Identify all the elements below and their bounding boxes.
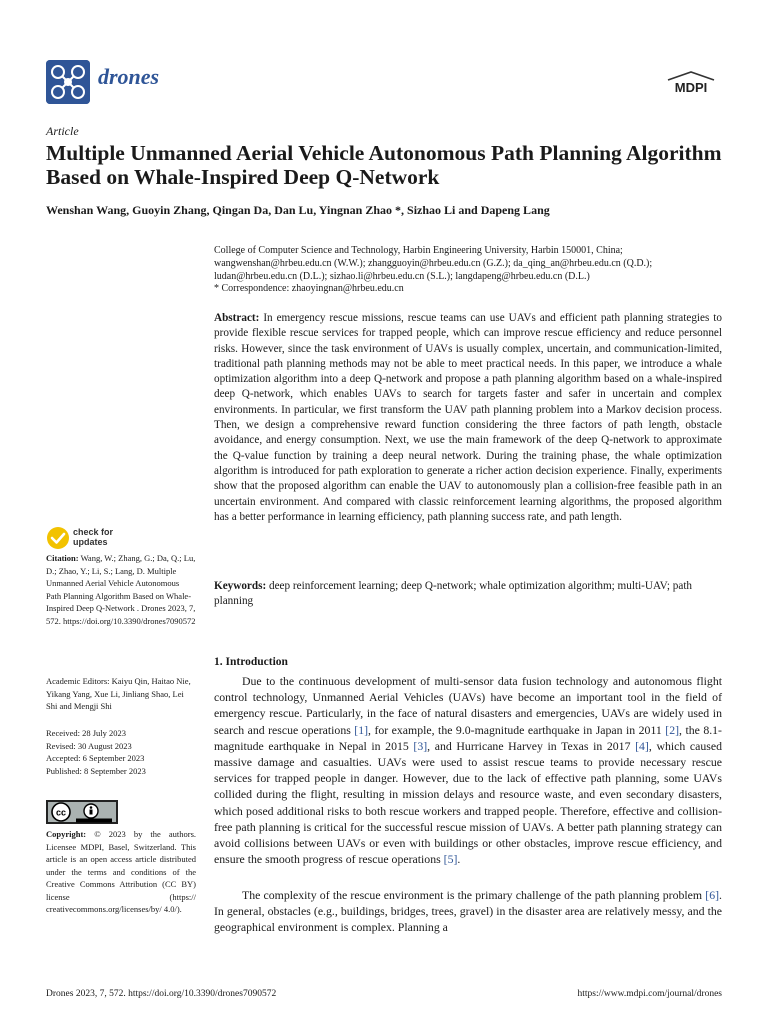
- reference-link[interactable]: [2]: [665, 722, 680, 737]
- text-run: , which caused massive damage and casualties. UAVs were used to assist rescue teams to provide necessary rescue services for trapped people in danger. However, due to the lack of effective path planning, some UAVs collided during the flight, resulting in mission delays and resource waste, and even secondary disasters, which posed additional risks to both rescue workers and trapped people. Therefore, effective and collision-free path planning is critical for the successful rescue mission of UAVs. A better path planning strategy can avoid collisions between UAVs or even with buildings or other obstacles, improve rescue efficiency, and ensure the smooth progress of rescue operations: [214, 738, 722, 867]
- date-accepted: Accepted: 6 September 2023: [46, 753, 145, 763]
- dates: [46, 727, 196, 777]
- copyright-notice: [46, 828, 196, 916]
- text-run: . In general, obstacles (e.g., buildings, bridges, trees, gravel) in the disaster area are relatively messy, and the geographical environment is complex. Planning a: [214, 888, 722, 935]
- check-updates-icon: [46, 526, 70, 550]
- reference-link[interactable]: [3]: [413, 738, 428, 753]
- citation-text: Wang, W.; Zhang, G.; Da, Q.; Lu, D.; Zhao, Y.; Li, S.; Lang, D. Multiple Unmanned Aerial Vehicle Autonomous Path Planning Algorithm Based on Whale-Inspired Deep Q-Network . Drones 2023, 7, 572. https://doi.org/10.3390/drones7090572: [46, 553, 196, 626]
- keywords-label: Keywords:: [214, 580, 267, 592]
- citation-label: Citation:: [46, 553, 79, 563]
- abstract-label: Abstract:: [214, 312, 260, 324]
- text-run: .: [457, 852, 461, 867]
- author-list: Wenshan Wang, Guoyin Zhang, Qingan Da, Dan Lu, Yingnan Zhao *, Sizhao Li and Dapeng Lang: [46, 203, 550, 217]
- correspondence: * Correspondence: zhaoyingnan@hrbeu.edu.cn: [214, 283, 404, 294]
- section-title-introduction: 1. Introduction: [214, 656, 288, 668]
- intro-paragraph-2: [214, 887, 722, 936]
- date-revised: Revised: 30 August 2023: [46, 740, 132, 751]
- journal-name: drones: [98, 64, 160, 89]
- footer-journal-url[interactable]: https://www.mdpi.com/journal/drones: [577, 989, 722, 999]
- abstract-text: In emergency rescue missions, rescue teams can use UAVs and efficient path planning strategies to provide flexible rescue services for trapped people, which can improve rescue efficiency and reduce personnel risks. However, since the task environment of UAVs is usually complex, uncertain, and communication-limited, traditional path planning methods may not be able to meet practical needs. In this paper, we introduce a whale optimization algorithm into a deep Q-network and propose a path planning algorithm based on a whale-inspired deep Q-network, which enables UAVs to search for targets faster and safer in uncertain and complex environments. In particular, we first transform the UAV path planning problem into a Markov decision process. Then, we design a comprehensive reward function considering the three factors of path length, obstacle avoidance, and energy consumption. Next, we use the main framework of the deep Q-network to approximate the Q-value function by training a deep neural network. During the training phase, the whale optimization algorithm is introduced for path exploration to generate a richer action decision experience. Finally, experiments show that the proposed algorithm can enable the UAV to autonomously plan a collision-free feasible path in an uncertain environment. And compared with classic reinforcement learning algorithms, the proposed algorithm has a better performance in learning efficiency, path planning success rate, and path length.: [214, 312, 723, 523]
- article-title: Multiple Unmanned Aerial Vehicle Autonomous Path Planning Algorithm Based on Whale-Inspired Deep Q-Network: [46, 141, 722, 189]
- publisher-logo-icon: [666, 70, 716, 96]
- text-run: Due to the continuous development of multi-sensor data fusion technology and autonomous flight control technology, Unmanned Aerial Vehicles (UAVs) have become an important tool in the field of emergency rescue. Particularly, in the face of natural disasters and emergencies, UAVs are widely used in search and rescue operations: [214, 674, 722, 737]
- publisher-name: MDPI: [674, 80, 708, 95]
- reference-link[interactable]: [6]: [705, 888, 720, 902]
- copyright-text: © 2023 by the authors. Licensee MDPI, Basel, Switzerland. This article is an open access article distributed under the terms and conditions of the Creative Commons Attribution (CC BY) license (https:// creativecommons.org/licenses/by/ 4.0/).: [46, 829, 196, 914]
- reference-link[interactable]: [5]: [443, 852, 458, 867]
- check-updates-label: check for updates: [73, 527, 114, 547]
- svg-text:cc: cc: [55, 807, 67, 818]
- text-run: , and Hurricane Harvey in Texas in 2017: [427, 738, 636, 753]
- text-run: The complexity of the rescue environment is the primary challenge of the path planning problem: [242, 888, 706, 902]
- check-for-updates-button[interactable]: [46, 526, 156, 550]
- abstract: [214, 311, 722, 525]
- journal-logo-icon: [46, 60, 90, 104]
- keywords: [214, 579, 722, 610]
- copyright-label: Copyright:: [46, 829, 87, 839]
- academic-editors: Academic Editors: Kaiyu Qin, Haitao Nie, Yikang Yang, Xue Li, Jinliang Shao, Lei Shi and Mengji Shi: [46, 676, 191, 711]
- text-run: , the 8.1-magnitude earthquake in Nepal in 2015: [214, 722, 722, 753]
- reference-link[interactable]: [4]: [635, 738, 649, 753]
- reference-link[interactable]: [1]: [354, 722, 369, 737]
- keywords-text: deep reinforcement learning; deep Q-network; whale optimization algorithm; multi-UAV; path planning: [214, 580, 693, 608]
- cc-by-license-icon[interactable]: [46, 800, 118, 824]
- affiliation: College of Computer Science and Technology, Harbin Engineering University, Harbin 150001, China; wangwenshan@hrbeu.edu.cn (W.W.); zhangguoyin@hrbeu.edu.cn (G.Z.); da_qing_an@hrbeu.edu.cn (Q.D.); ludan@hrbeu.edu.cn (D.L.); sizhao.li@hrbeu.edu.cn (S.L.); langdapeng@hrbeu.edu.cn (D.L.): [214, 245, 653, 282]
- citation: [46, 552, 196, 627]
- intro-paragraph-1: [214, 673, 722, 867]
- article-type: Article: [46, 124, 79, 138]
- footer-citation[interactable]: Drones 2023, 7, 572. https://doi.org/10.3390/drones7090572: [46, 989, 277, 999]
- text-run: , for example, the 9.0-magnitude earthquake in Japan in 2011: [368, 722, 666, 737]
- date-received: Received: 28 July 2023: [46, 728, 127, 738]
- date-published: Published: 8 September 2023: [46, 765, 146, 776]
